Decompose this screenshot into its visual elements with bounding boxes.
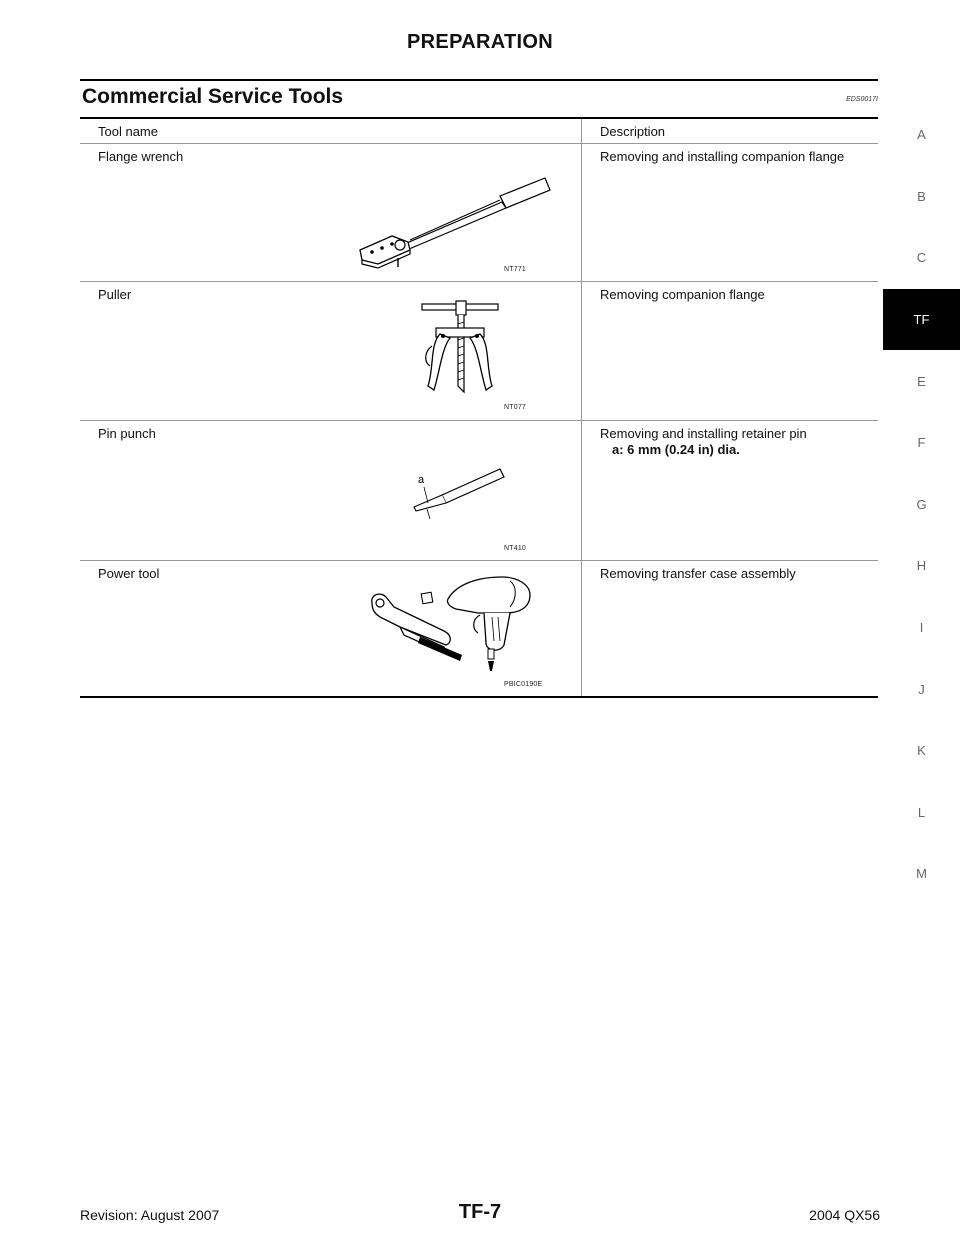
index-tab-m[interactable]: M [916, 866, 927, 882]
index-tab-c[interactable]: C [916, 250, 927, 266]
table-row [80, 421, 878, 561]
tool-description: Removing and installing companion flange [600, 149, 845, 164]
index-tab-h[interactable]: H [916, 558, 927, 574]
tool-name: Pin punch [98, 426, 156, 441]
footer-page-number: TF-7 [458, 1201, 502, 1223]
callout-label: a [418, 474, 425, 486]
tool-name: Puller [98, 287, 132, 302]
index-tab-i[interactable]: I [919, 620, 924, 636]
index-tab-k[interactable]: K [917, 743, 926, 759]
footer-model: 2004 QX56 [809, 1207, 880, 1223]
tool-name: Flange wrench [98, 149, 184, 164]
tool-note: a: 6 mm (0.24 in) dia. [612, 442, 740, 457]
section-code: EDS0017I [846, 96, 878, 103]
index-tab-tf[interactable]: TF [883, 289, 960, 351]
tool-description: Removing transfer case assembly [600, 566, 796, 581]
section-index-tabs [883, 104, 960, 905]
index-tab-l[interactable]: L [917, 804, 926, 820]
page-title: PREPARATION [407, 31, 553, 53]
table-row [80, 144, 878, 282]
section-title: Commercial Service Tools [82, 85, 344, 108]
index-tab-f[interactable]: F [917, 435, 926, 451]
tools-table [80, 117, 878, 698]
index-tab-a[interactable]: A [917, 127, 926, 143]
index-tab-e[interactable]: E [917, 373, 926, 389]
power-tool-illustration [360, 571, 550, 683]
index-tab-g[interactable]: G [916, 496, 927, 512]
flange-wrench-illustration [350, 166, 560, 272]
header-divider [80, 79, 878, 81]
figure-code: NT771 [504, 266, 527, 273]
figure-code: NT410 [504, 545, 527, 552]
index-tab-j[interactable]: J [918, 681, 925, 697]
footer-revision: Revision: August 2007 [80, 1207, 220, 1223]
column-header-description: Description [600, 123, 666, 139]
table-header [80, 119, 878, 144]
figure-code: PBIC0190E [504, 681, 543, 688]
tool-description: Removing companion flange [600, 287, 765, 302]
index-tab-b[interactable]: B [917, 188, 926, 204]
table-row [80, 282, 878, 421]
pin-punch-illustration [400, 465, 520, 525]
table-row [80, 561, 878, 696]
tool-name: Power tool [98, 566, 160, 581]
tool-description: Removing and installing retainer pin [600, 426, 807, 441]
column-header-tool-name: Tool name [80, 119, 582, 143]
figure-code: NT077 [504, 404, 527, 411]
puller-illustration [412, 298, 542, 406]
